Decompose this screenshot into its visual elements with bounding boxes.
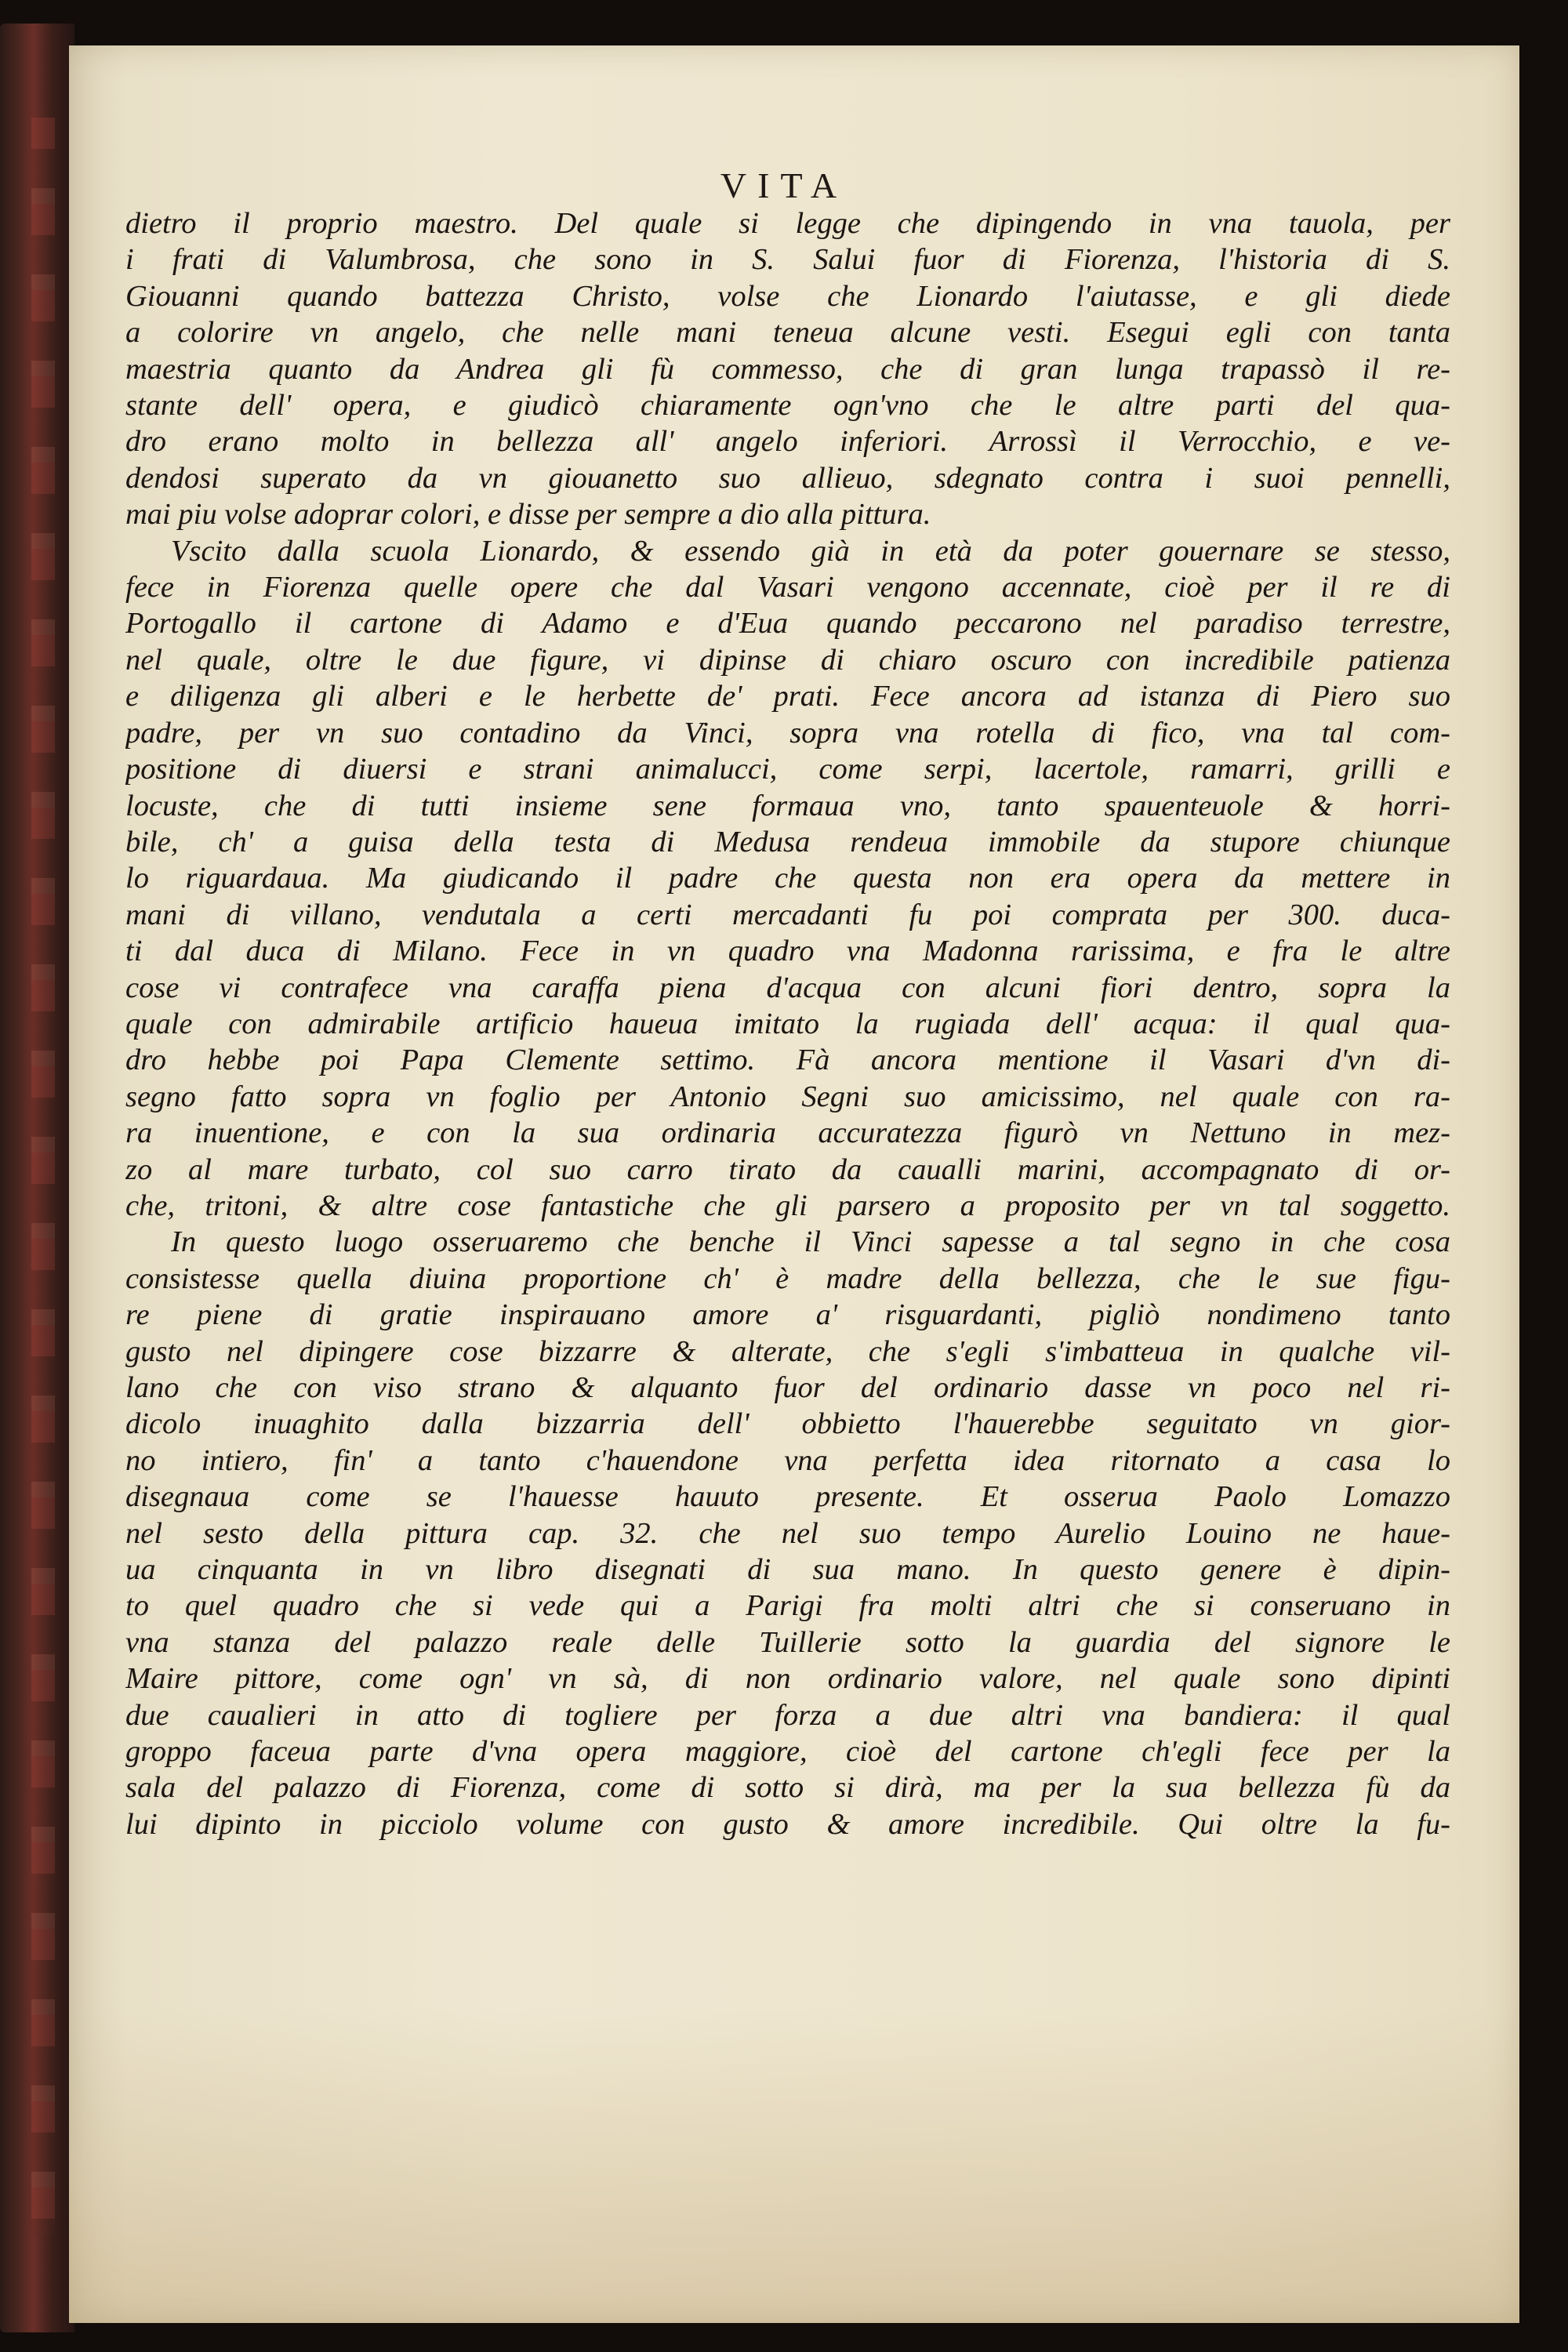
text-line: cose vi contrafece vna caraffa piena d'acqua con alcuni fiori dentro, sopra la [125,971,1450,1004]
text-line: disegnaua come se l'hauesse hauuto presente. Et osserua Paolo Lomazzo [125,1480,1450,1514]
text-line: maestria quanto da Andrea gli fù commesso, che di gran lunga trapassò il re- [125,352,1450,386]
text-line: dendosi superato da vn giouanetto suo allieuo, sdegnato contra i suoi pennelli, [125,461,1450,495]
text-line: dicolo inuaghito dalla bizzarria dell' obbietto l'hauerebbe seguitato vn gior- [125,1407,1450,1441]
text-line: ti dal duca di Milano. Fece in vn quadro vna Madonna rarissima, e fra le altre [125,935,1450,968]
text-line: a colorire vn angelo, che nelle mani teneua alcune vesti. Esegui egli con tanta [125,316,1450,350]
text-line: ua cinquanta in vn libro disegnati di sua mano. In questo genere è dipin- [125,1553,1450,1587]
text-line: positione di diuersi e strani animalucci, come serpi, lacertole, ramarri, grilli e [125,753,1450,786]
text-line: padre, per vn suo contadino da Vinci, sopra vna rotella di fico, vna tal com- [125,716,1450,750]
text-line: consistesse quella diuina proportione ch' è madre della bellezza, che le sue figu- [125,1261,1450,1295]
text-line: dro erano molto in bellezza all' angelo inferiori. Arrossì il Verrocchio, e ve- [125,425,1450,459]
text-line: ra inuentione, e con la sua ordinaria accuratezza figurò vn Nettuno in mez- [125,1116,1450,1150]
text-line: vna stanza del palazzo reale delle Tuillerie sotto la guardia del signore le [125,1625,1450,1659]
text-line: che, tritoni, & altre cose fantastiche che gli parsero a proposito per vn tal soggetto. [125,1189,1450,1222]
text-line: Portogallo il cartone di Adamo e d'Eua quando peccarono nel paradiso terrestre, [125,607,1450,641]
book-cover-edge [0,24,74,2332]
text-line: segno fatto sopra vn foglio per Antonio Segni suo amicissimo, nel quale con ra- [125,1080,1450,1113]
text-line: nel quale, oltre le due figure, vi dipinse di chiaro oscuro con incredibile patienza [125,643,1450,677]
text-line: nel sesto della pittura cap. 32. che nel suo tempo Aurelio Louino ne haue- [125,1516,1450,1550]
text-line: i frati di Valumbrosa, che sono in S. Salui fuor di Fiorenza, l'historia di S. [125,243,1450,277]
text-line: to quel quadro che si vede qui a Parigi fra molti altri che si conseruano in [125,1589,1450,1623]
text-line: gusto nel dipingere cose bizzarre & alterate, che s'egli s'imbatteua in qualche vil- [125,1334,1450,1368]
text-line: fece in Fiorenza quelle opere che dal Vasari vengono accennate, cioè per il re di [125,571,1450,604]
text-line: In questo luogo osseruaremo che benche il Vinci sapesse a tal segno in che cosa [171,1225,1450,1259]
text-line: Vscito dalla scuola Lionardo, & essendo già in età da poter gouernare se stesso, [171,534,1450,568]
text-line: bile, ch' a guisa della testa di Medusa rendeua immobile da stupore chiunque [125,825,1450,858]
text-line: no intiero, fin' a tanto c'hauendone vna perfetta idea ritornato a casa lo [125,1443,1450,1477]
text-line: e diligenza gli alberi e le herbette de' prati. Fece ancora ad istanza di Piero suo [125,680,1450,713]
text-line: groppo faceua parte d'vna opera maggiore, cioè del cartone ch'egli fece per la [125,1735,1450,1769]
text-line: quale con admirabile artificio haueua imitato la rugiada dell' acqua: il qual qua- [125,1007,1450,1040]
text-line: Maire pittore, come ogn' vn sà, di non ordinario valore, nel quale sono dipinti [125,1662,1450,1696]
text-line: zo al mare turbato, col suo carro tirato da caualli marini, accompagnato di or- [125,1152,1450,1186]
text-line: dietro il proprio maestro. Del quale si legge che dipingendo in vna tauola, per [125,207,1450,240]
text-line: re piene di gratie inspirauano amore a' risguardanti, pigliò nondimeno tanto [125,1298,1450,1332]
text-line: lui dipinto in picciolo volume con gusto & amore incredibile. Qui oltre la fu- [125,1807,1450,1841]
text-line: stante dell' opera, e giudicò chiaramente ogn'vno che le altre parti del qua- [125,389,1450,423]
text-line: mani di villano, vendutala a certi mercadanti fu poi comprata per 300. duca- [125,898,1450,931]
body-text [125,205,1450,1842]
text-line: dro hebbe poi Papa Clemente settimo. Fà ancora mentione il Vasari d'vn di- [125,1044,1450,1077]
text-line: lo riguardaua. Ma giudicando il padre che questa non era opera da mettere in [125,862,1450,895]
text-line: locuste, che di tutti insieme sene formaua vno, tanto spauenteuole & horri- [125,789,1450,822]
text-line: Giouanni quando battezza Christo, volse che Lionardo l'aiutasse, e gli diede [125,279,1450,313]
text-line: sala del palazzo di Fiorenza, come di sotto si dirà, ma per la sua bellezza fù da [125,1771,1450,1805]
running-title: VITA [720,165,848,205]
text-line: due caualieri in atto di togliere per forza a due altri vna bandiera: il qual [125,1698,1450,1732]
text-line: mai piu volse adoprar colori, e disse per sempre a dio alla pittura. [125,498,931,532]
text-line: lano che con viso strano & alquanto fuor del ordinario dasse vn poco nel ri- [125,1371,1450,1404]
